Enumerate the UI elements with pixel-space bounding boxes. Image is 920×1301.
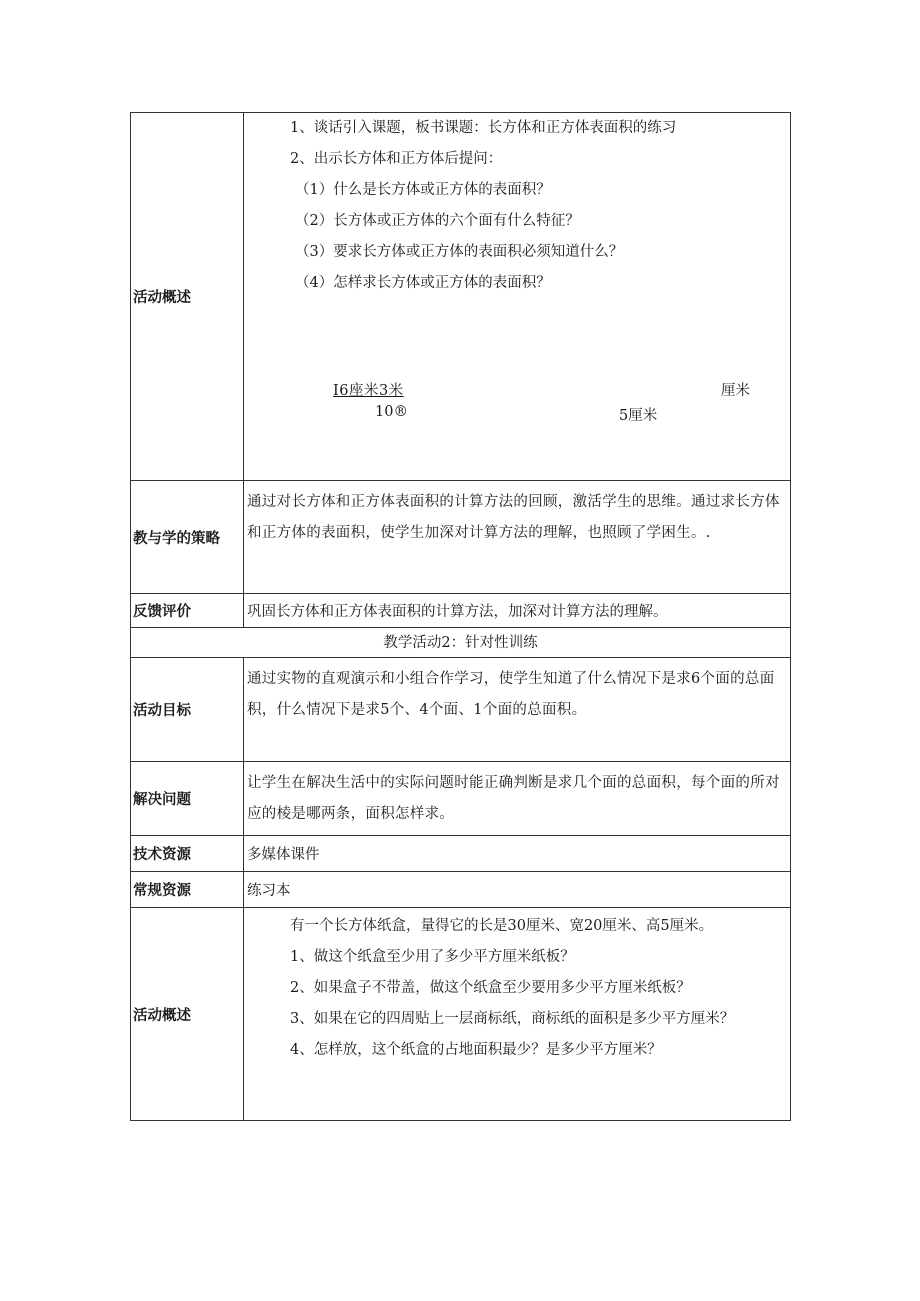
section-title: 教学活动2：针对性训练 bbox=[131, 628, 791, 658]
label-regular-resources: 常规资源 bbox=[131, 872, 244, 908]
row-activity-goal bbox=[131, 658, 791, 762]
overview2-line-3: 2、如果盒子不带盖，做这个纸盒至少要用多少平方厘米纸板？ bbox=[290, 980, 691, 996]
label-tech-resources: 技术资源 bbox=[131, 836, 244, 872]
content-activity-overview-2 bbox=[244, 908, 791, 1121]
overview1-line-4: （2）长方体或正方体的六个面有什么特征？ bbox=[295, 213, 580, 229]
goal-text: 通过实物的直观演示和小组合作学习，使学生知道了什么情况下是求6个面的总面积，什么情况下是求5个、4个面、1个面的总面积。 bbox=[247, 671, 775, 718]
overview1-line-1: 1、谈话引入课题，板书课题：长方体和正方体表面积的练习 bbox=[290, 120, 677, 136]
figure-label-c: 厘米 bbox=[721, 383, 750, 399]
overview1-line-5: （3）要求长方体或正方体的表面积必须知道什么？ bbox=[295, 244, 624, 260]
row-activity-overview-2 bbox=[131, 908, 791, 1121]
label-feedback: 反馈评价 bbox=[131, 594, 244, 628]
overview1-line-2: 2、出示长方体和正方体后提问： bbox=[290, 151, 503, 167]
problem-text: 让学生在解决生活中的实际问题时能正确判断是求几个面的总面积，每个面的所对应的棱是哪两条，面积怎样求。 bbox=[247, 775, 780, 822]
figure-label-b: 10® bbox=[375, 404, 408, 420]
overview2-line-2: 1、做这个纸盒至少用了多少平方厘米纸板？ bbox=[290, 949, 575, 965]
label-problem-solving: 解决问题 bbox=[131, 762, 244, 836]
row-section-title bbox=[131, 628, 791, 658]
content-activity-overview-1 bbox=[244, 113, 791, 481]
row-activity-overview-1 bbox=[131, 113, 791, 481]
cuboid-figure-labels bbox=[247, 374, 786, 464]
row-feedback bbox=[131, 594, 791, 628]
overview1-line-6: （4）怎样求长方体或正方体的表面积？ bbox=[295, 275, 551, 291]
row-regular-resources bbox=[131, 872, 791, 908]
figure-label-a: I6座米3米 bbox=[333, 383, 404, 399]
label-activity-goal: 活动目标 bbox=[131, 658, 244, 762]
row-problem-solving bbox=[131, 762, 791, 836]
row-strategy bbox=[131, 481, 791, 594]
row-tech-resources bbox=[131, 836, 791, 872]
label-activity-overview-1: 活动概述 bbox=[131, 113, 244, 481]
label-strategy: 教与学的策略 bbox=[131, 481, 244, 594]
figure-label-d: 5厘米 bbox=[619, 408, 658, 424]
overview2-line-1: 有一个长方体纸盒，量得它的长是30厘米、宽20厘米、高5厘米。 bbox=[290, 918, 714, 934]
lesson-plan-table bbox=[130, 112, 791, 1121]
regular-text: 练习本 bbox=[247, 883, 291, 899]
overview2-line-5: 4、怎样放，这个纸盒的占地面积最少？是多少平方厘米？ bbox=[290, 1042, 662, 1058]
label-activity-overview-2: 活动概述 bbox=[131, 908, 244, 1121]
tech-text: 多媒体课件 bbox=[247, 847, 320, 863]
overview2-line-4: 3、如果在它的四周贴上一层商标纸，商标纸的面积是多少平方厘米？ bbox=[290, 1011, 735, 1027]
overview1-line-3: （1）什么是长方体或正方体的表面积？ bbox=[295, 182, 551, 198]
feedback-text: 巩固长方体和正方体表面积的计算方法，加深对计算方法的理解。 bbox=[247, 604, 668, 620]
strategy-text: 通过对长方体和正方体表面积的计算方法的回顾，激活学生的思维。通过求长方体和正方体的表面积，使学生加深对计算方法的理解，也照顾了学困生。. bbox=[247, 494, 780, 541]
